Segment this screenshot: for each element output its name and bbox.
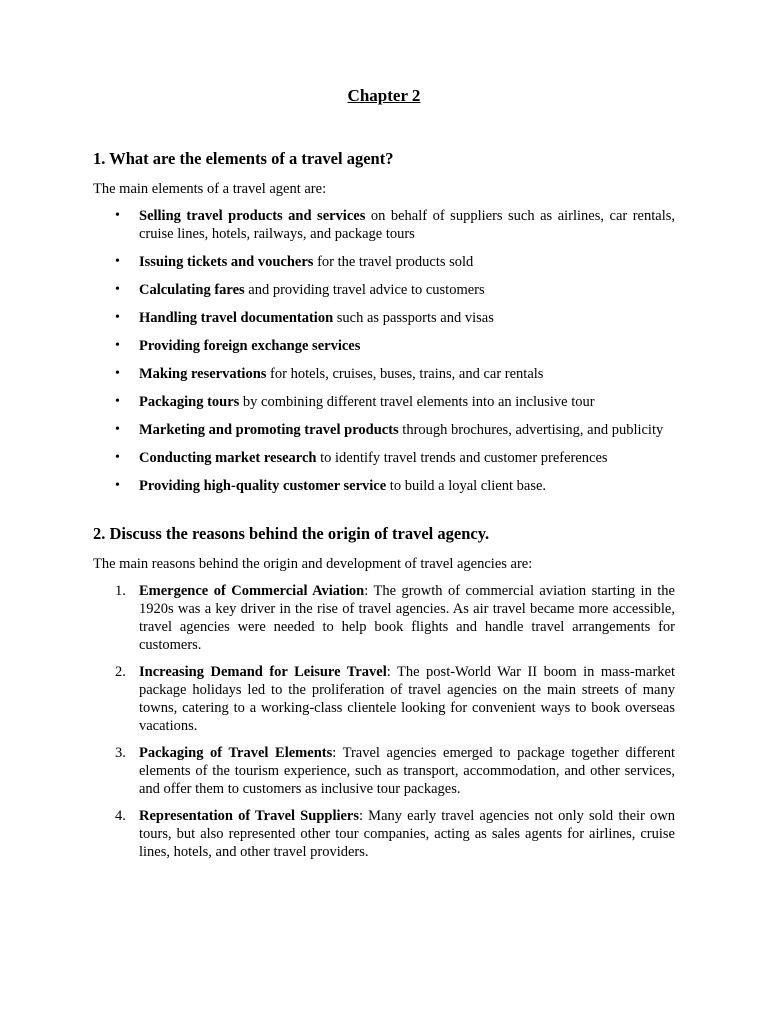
list-item	[93, 582, 675, 654]
list-item	[93, 421, 675, 439]
section-origin	[93, 523, 675, 861]
bullet-icon: •	[115, 450, 120, 465]
list-item	[93, 477, 675, 495]
item-text: : Many early travel agencies not only sold their own tours, but also represented other tour companies, acting as sales agents for airlines, cruise lines, hotels, and other travel providers.	[139, 808, 675, 860]
item-bold: Marketing and promoting travel products	[139, 422, 399, 438]
bullet-icon: •	[115, 394, 120, 409]
item-text: to build a loyal client base.	[386, 478, 547, 494]
item-text: to identify travel trends and customer preferences	[316, 450, 608, 466]
section-1-intro: The main elements of a travel agent are:	[93, 181, 327, 197]
section-2-intro: The main reasons behind the origin and development of travel agencies are:	[93, 556, 533, 572]
bullet-icon: •	[115, 282, 120, 297]
list-item	[93, 365, 675, 383]
list-item	[93, 337, 675, 355]
section-1-heading: 1. What are the elements of a travel agent?	[93, 149, 394, 168]
list-item	[93, 253, 675, 271]
bullet-icon: •	[115, 422, 120, 437]
list-item	[93, 393, 675, 411]
reasons-list	[93, 582, 675, 861]
list-item	[93, 207, 675, 243]
section-2-heading: 2. Discuss the reasons behind the origin of travel agency.	[93, 524, 490, 543]
item-text: on behalf of suppliers such as airlines, car rentals, cruise lines, hotels, railways, and package tours	[139, 208, 675, 242]
item-bold: Making reservations	[139, 366, 267, 382]
item-number: 2.	[115, 664, 126, 680]
list-item	[93, 663, 675, 735]
item-bold: Representation of Travel Suppliers	[139, 808, 360, 824]
item-bold: Selling travel products and services	[139, 208, 366, 224]
bullet-icon: •	[115, 338, 120, 353]
bullet-icon: •	[115, 254, 120, 269]
item-bold: Conducting market research	[139, 450, 317, 466]
item-text: for the travel products sold	[313, 254, 474, 270]
item-bold: Increasing Demand for Leisure Travel	[139, 664, 387, 680]
list-item	[93, 807, 675, 861]
item-text: and providing travel advice to customers	[244, 282, 485, 298]
item-bold: Handling travel documentation	[139, 310, 334, 326]
bullet-icon: •	[115, 366, 120, 381]
chapter-title: Chapter 2	[347, 86, 421, 105]
item-bold: Providing foreign exchange services	[139, 338, 361, 354]
item-text: : Travel agencies emerged to package together different elements of the tourism experience, such as transport, accommodation, and other services, and offer them to customers as inclusive tour packages.	[139, 745, 675, 797]
item-bold: Emergence of Commercial Aviation	[139, 583, 365, 599]
item-bold: Issuing tickets and vouchers	[139, 254, 314, 270]
item-text: : The post-World War II boom in mass-market package holidays led to the proliferation of travel agencies on the main streets of many towns, catering to a working-class clientele looking for convenient ways to book overseas vacations.	[139, 664, 675, 734]
section-elements	[93, 148, 675, 495]
bullet-icon: •	[115, 208, 120, 223]
list-item	[93, 309, 675, 327]
item-text: by combining different travel elements into an inclusive tour	[239, 394, 595, 410]
item-bold: Packaging tours	[139, 394, 240, 410]
item-text: through brochures, advertising, and publicity	[398, 422, 664, 438]
item-text: : The growth of commercial aviation starting in the 1920s was a key driver in the rise of travel agencies. As air travel became more accessible, travel agencies were needed to help book flights and handle travel arrangements for customers.	[139, 583, 675, 653]
item-bold: Providing high-quality customer service	[139, 478, 387, 494]
item-number: 4.	[115, 808, 126, 824]
item-bold: Calculating fares	[139, 282, 245, 298]
elements-list	[93, 207, 675, 495]
list-item	[93, 449, 675, 467]
list-item	[93, 281, 675, 299]
list-item	[93, 744, 675, 798]
item-text: such as passports and visas	[333, 310, 494, 326]
document-body	[93, 148, 675, 870]
item-text: for hotels, cruises, buses, trains, and car rentals	[266, 366, 544, 382]
item-number: 3.	[115, 745, 126, 761]
bullet-icon: •	[115, 478, 120, 493]
bullet-icon: •	[115, 310, 120, 325]
item-number: 1.	[115, 583, 126, 599]
item-bold: Packaging of Travel Elements	[139, 745, 333, 761]
